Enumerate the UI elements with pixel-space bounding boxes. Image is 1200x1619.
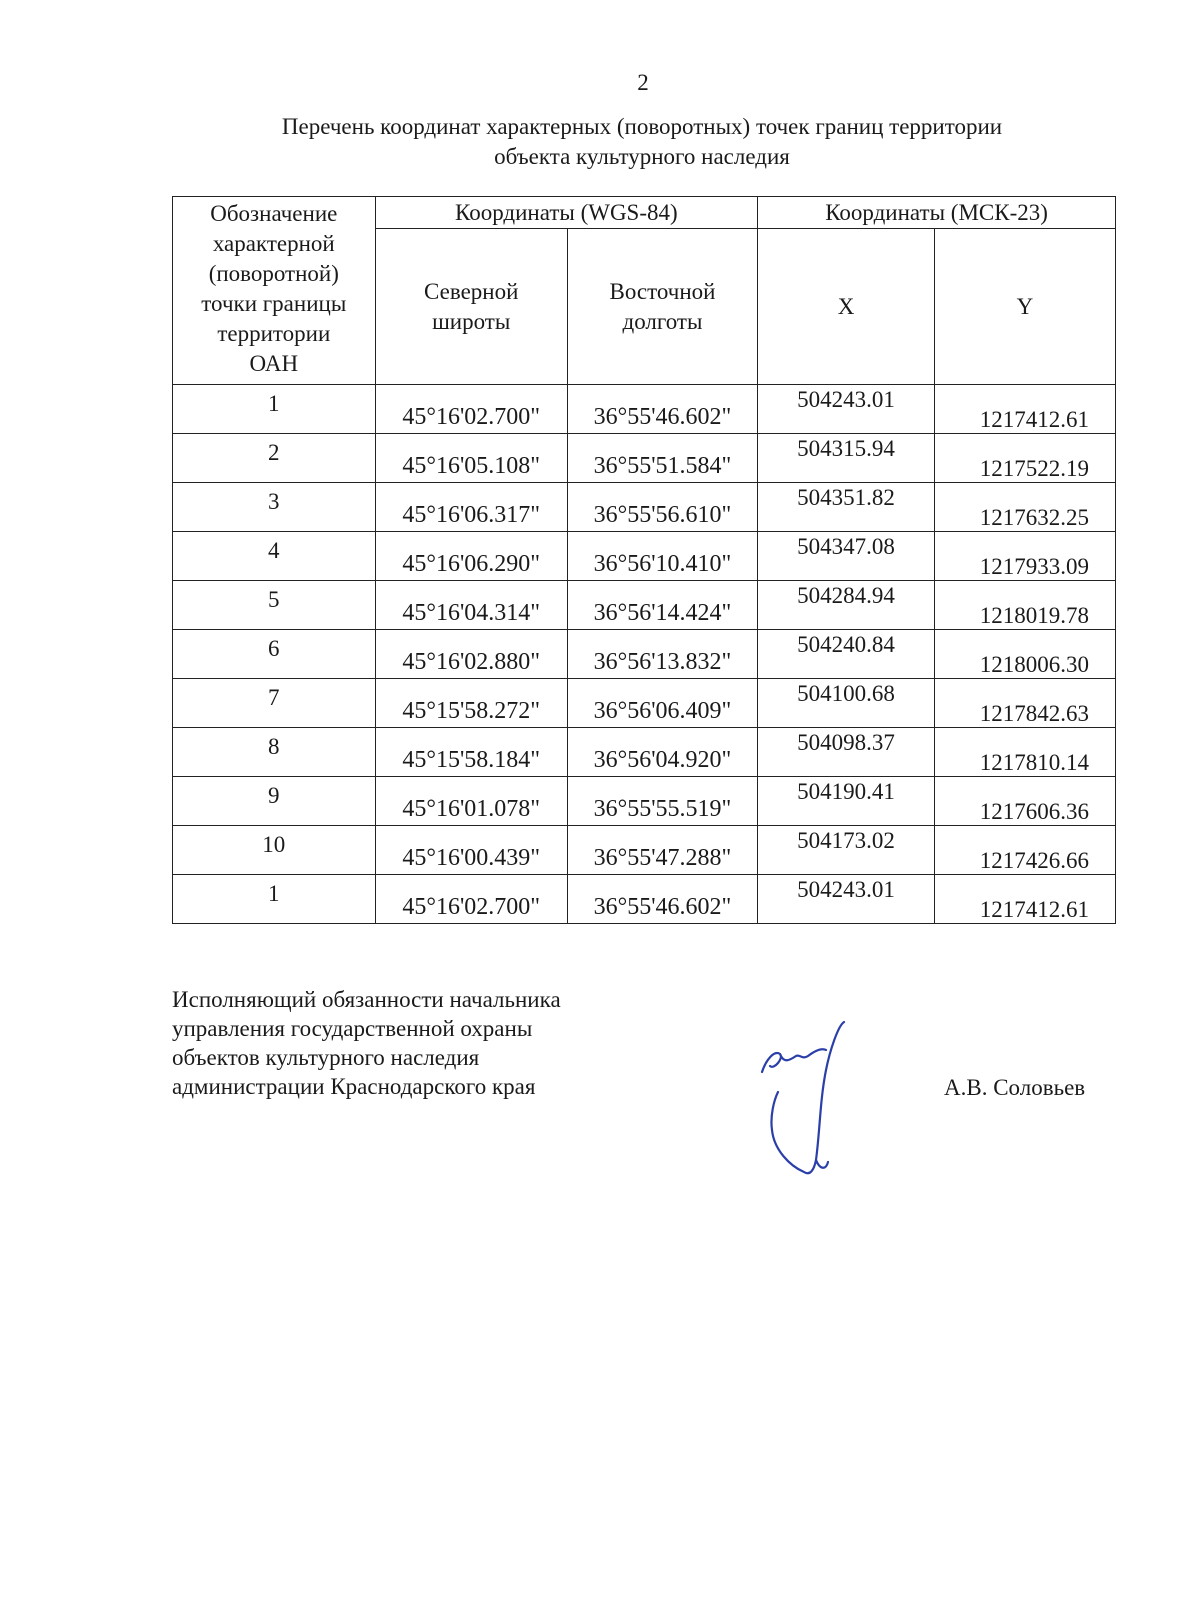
table-row bbox=[173, 728, 1116, 777]
point-number: 1 bbox=[173, 875, 376, 924]
north-latitude: 45°16'06.317" bbox=[375, 483, 567, 532]
east-longitude: 36°56'14.424" bbox=[567, 581, 757, 630]
msk-y: 1217522.19 bbox=[934, 434, 1115, 483]
table-row bbox=[173, 483, 1116, 532]
east-longitude: 36°55'51.584" bbox=[567, 434, 757, 483]
point-number: 3 bbox=[173, 483, 376, 532]
msk-y: 1217426.66 bbox=[934, 826, 1115, 875]
handwritten-signature bbox=[760, 1020, 880, 1180]
signer-title bbox=[172, 985, 561, 1101]
signer-title-line: объектов культурного наследия bbox=[172, 1045, 480, 1070]
point-number: 8 bbox=[173, 728, 376, 777]
table-row bbox=[173, 826, 1116, 875]
north-latitude: 45°16'02.880" bbox=[375, 630, 567, 679]
table-row bbox=[173, 777, 1116, 826]
point-number: 9 bbox=[173, 777, 376, 826]
title-line-1: Перечень координат характерных (поворотных) точек границ территории bbox=[281, 114, 1003, 139]
msk-x: 504240.84 bbox=[758, 630, 935, 679]
north-latitude: 45°16'00.439" bbox=[375, 826, 567, 875]
page-number: 2 bbox=[637, 70, 649, 95]
header-wgs84: Координаты (WGS-84) bbox=[375, 197, 758, 229]
point-number: 5 bbox=[173, 581, 376, 630]
msk-x: 504347.08 bbox=[758, 532, 935, 581]
table-row bbox=[173, 532, 1116, 581]
east-longitude: 36°56'04.920" bbox=[567, 728, 757, 777]
point-number: 4 bbox=[173, 532, 376, 581]
msk-x: 504243.01 bbox=[758, 385, 935, 434]
msk-y: 1217933.09 bbox=[934, 532, 1115, 581]
east-longitude: 36°56'06.409" bbox=[567, 679, 757, 728]
east-longitude: 36°56'13.832" bbox=[567, 630, 757, 679]
msk-x: 504100.68 bbox=[758, 679, 935, 728]
point-number: 7 bbox=[173, 679, 376, 728]
east-longitude: 36°55'46.602" bbox=[567, 385, 757, 434]
msk-x: 504315.94 bbox=[758, 434, 935, 483]
north-latitude: 45°15'58.184" bbox=[375, 728, 567, 777]
north-latitude: 45°16'04.314" bbox=[375, 581, 567, 630]
signer-name: А.В. Соловьев bbox=[944, 1075, 1086, 1100]
table-row bbox=[173, 581, 1116, 630]
msk-y: 1217632.25 bbox=[934, 483, 1115, 532]
msk-x: 504284.94 bbox=[758, 581, 935, 630]
east-longitude: 36°55'55.519" bbox=[567, 777, 757, 826]
msk-x: 504243.01 bbox=[758, 875, 935, 924]
header-y: Y bbox=[934, 229, 1115, 385]
header-north-latitude: Северной широты bbox=[375, 229, 567, 385]
point-number: 1 bbox=[173, 385, 376, 434]
title-line-2: объекта культурного наследия bbox=[494, 144, 790, 169]
north-latitude: 45°16'02.700" bbox=[375, 875, 567, 924]
msk-x: 504190.41 bbox=[758, 777, 935, 826]
east-longitude: 36°55'46.602" bbox=[567, 875, 757, 924]
msk-y: 1217412.61 bbox=[934, 385, 1115, 434]
signer-title-line: Исполняющий обязанности начальника bbox=[172, 987, 561, 1012]
north-latitude: 45°15'58.272" bbox=[375, 679, 567, 728]
msk-y: 1217606.36 bbox=[934, 777, 1115, 826]
msk-y: 1217412.61 bbox=[934, 875, 1115, 924]
table-row bbox=[173, 434, 1116, 483]
header-msk23: Координаты (МСК-23) bbox=[758, 197, 1116, 229]
msk-x: 504173.02 bbox=[758, 826, 935, 875]
north-latitude: 45°16'01.078" bbox=[375, 777, 567, 826]
point-number: 2 bbox=[173, 434, 376, 483]
point-number: 10 bbox=[173, 826, 376, 875]
signer-title-line: администрации Краснодарского края bbox=[172, 1074, 536, 1099]
table-row bbox=[173, 385, 1116, 434]
msk-y: 1217810.14 bbox=[934, 728, 1115, 777]
table-row bbox=[173, 630, 1116, 679]
msk-y: 1218006.30 bbox=[934, 630, 1115, 679]
east-longitude: 36°55'56.610" bbox=[567, 483, 757, 532]
signer-title-line: управления государственной охраны bbox=[172, 1016, 533, 1041]
coordinates-table bbox=[172, 196, 1116, 924]
header-point-designation: Обозначение характерной (поворотной) точки границы территории ОАН bbox=[173, 197, 376, 385]
msk-y: 1217842.63 bbox=[934, 679, 1115, 728]
document-title bbox=[172, 112, 1112, 172]
east-longitude: 36°55'47.288" bbox=[567, 826, 757, 875]
msk-x: 504098.37 bbox=[758, 728, 935, 777]
point-number: 6 bbox=[173, 630, 376, 679]
msk-y: 1218019.78 bbox=[934, 581, 1115, 630]
table-row bbox=[173, 875, 1116, 924]
north-latitude: 45°16'06.290" bbox=[375, 532, 567, 581]
table-row bbox=[173, 679, 1116, 728]
north-latitude: 45°16'02.700" bbox=[375, 385, 567, 434]
north-latitude: 45°16'05.108" bbox=[375, 434, 567, 483]
east-longitude: 36°56'10.410" bbox=[567, 532, 757, 581]
header-east-longitude: Восточной долготы bbox=[567, 229, 757, 385]
msk-x: 504351.82 bbox=[758, 483, 935, 532]
header-x: X bbox=[758, 229, 935, 385]
